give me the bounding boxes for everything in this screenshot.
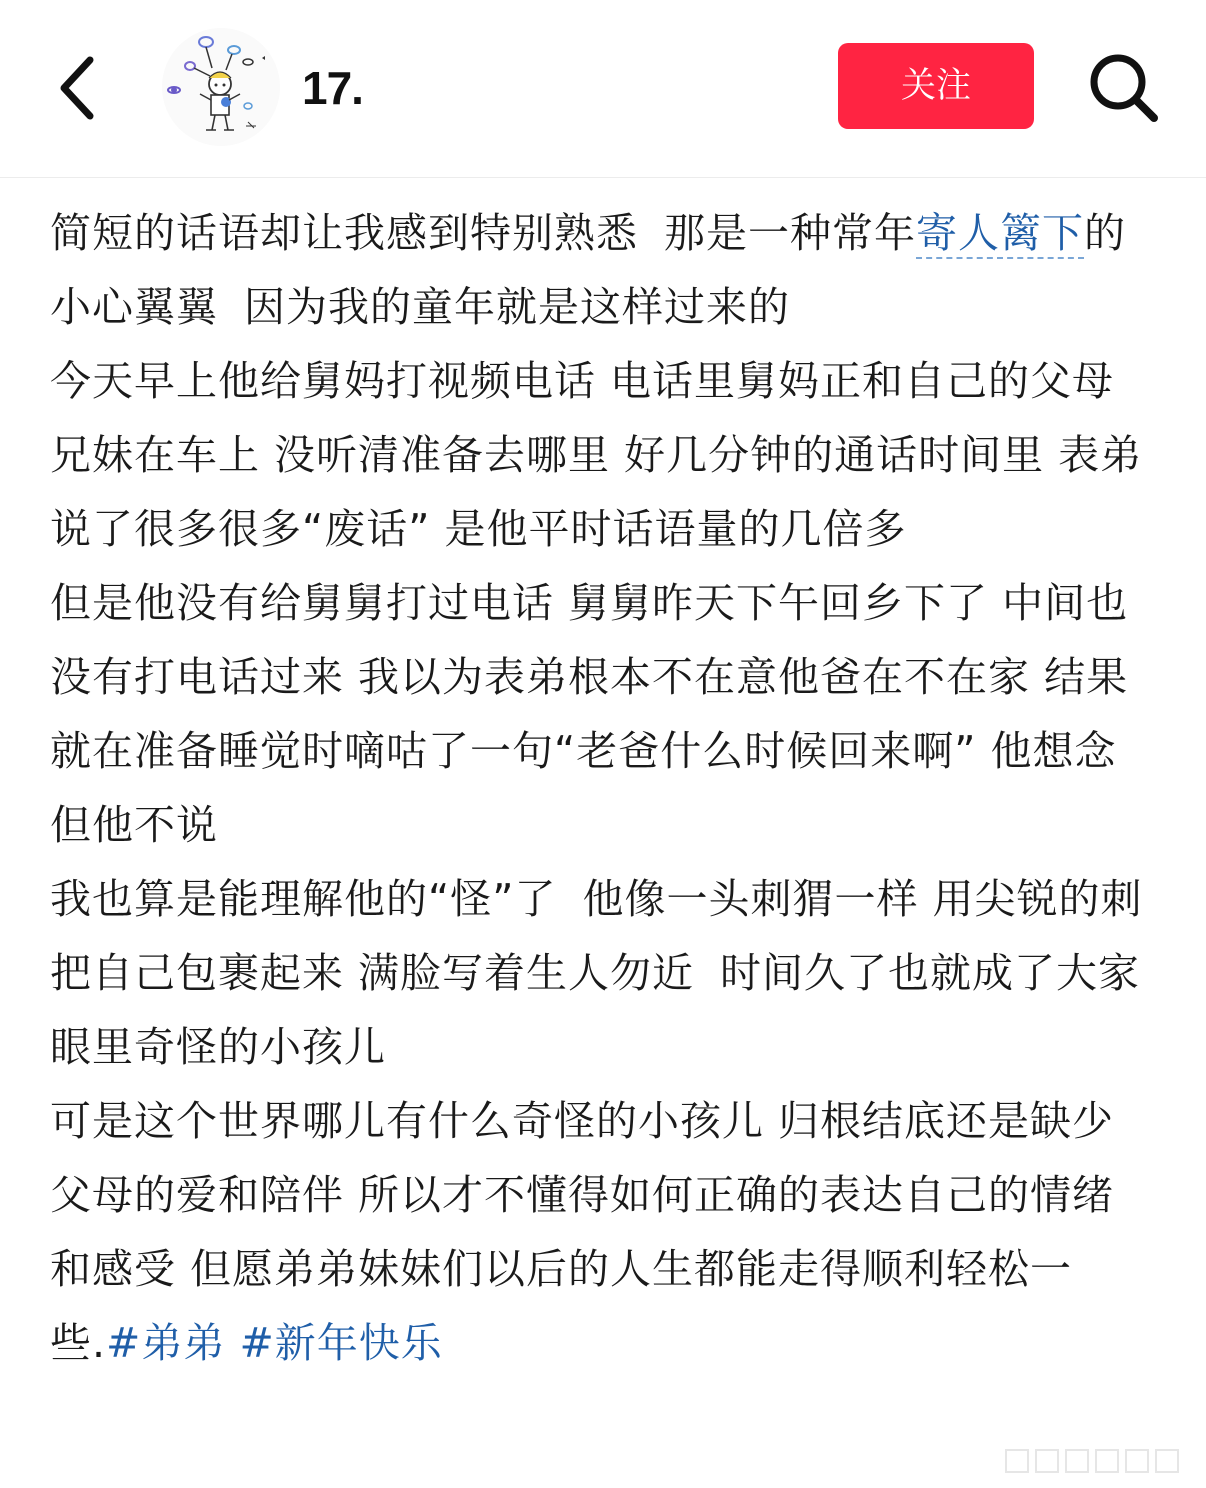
text-segment: 可是这个世界哪儿有什么奇怪的小孩儿 归根结底还是缺少父母的爱和陪伴 所以才不懂得如何正确的表达自己的情绪和感受 但愿弟弟妹妹们以后的人生都能走得顺利轻松一些. — [50, 1097, 1115, 1367]
paragraph-5 — [50, 1084, 1150, 1380]
back-button[interactable] — [52, 52, 108, 124]
text-segment: 的小心翼翼 — [50, 209, 1126, 331]
hashtag-link[interactable]: #弟弟 — [106, 1319, 226, 1367]
text-segment: 他像一头刺猬一样 用尖锐的刺把自己包裹起来 满脸写着生人勿近 — [50, 875, 1143, 997]
hashtag-link[interactable]: #新年快乐 — [239, 1319, 443, 1367]
paragraph-2: 今天早上他给舅妈打视频电话 电话里舅妈正和自己的父母兄妹在车上 没听清准备去哪里 好几分钟的通话时间里 表弟说了很多很多“废话” 是他平时话语量的几倍多 — [50, 357, 1143, 553]
search-icon — [1086, 50, 1166, 130]
text-segment: 那是一种常年 — [664, 209, 916, 257]
keyword-link[interactable]: 寄人篱下 — [916, 209, 1084, 257]
chevron-left-icon — [52, 52, 108, 124]
follow-button[interactable]: 关注 — [838, 43, 1034, 129]
paragraph-4 — [50, 862, 1150, 1084]
avatar[interactable] — [162, 28, 280, 146]
watermark — [1000, 1444, 1200, 1478]
search-button[interactable] — [1086, 50, 1166, 130]
username[interactable]: 17. — [302, 62, 363, 114]
top-bar — [0, 0, 1206, 178]
text-segment: 因为我的童年就是这样过来的 — [244, 283, 790, 331]
paragraph-1 — [50, 196, 1150, 344]
avatar-doodle-image — [162, 28, 280, 146]
post-body — [50, 196, 1150, 1380]
text-segment: 我也算是能理解他的“怪”了 — [50, 875, 557, 923]
text-segment: 时间久了也就成了大家眼里奇怪的小孩儿 — [50, 949, 1141, 1071]
text-segment: 简短的话语却让我感到特别熟悉 — [50, 209, 638, 257]
paragraph-3: 但是他没有给舅舅打过电话 舅舅昨天下午回乡下了 中间也没有打电话过来 我以为表弟根本不在意他爸在不在家 结果就在准备睡觉时嘀咕了一句“老爸什么时候回来啊” 他想念 但他不说 — [50, 579, 1129, 849]
